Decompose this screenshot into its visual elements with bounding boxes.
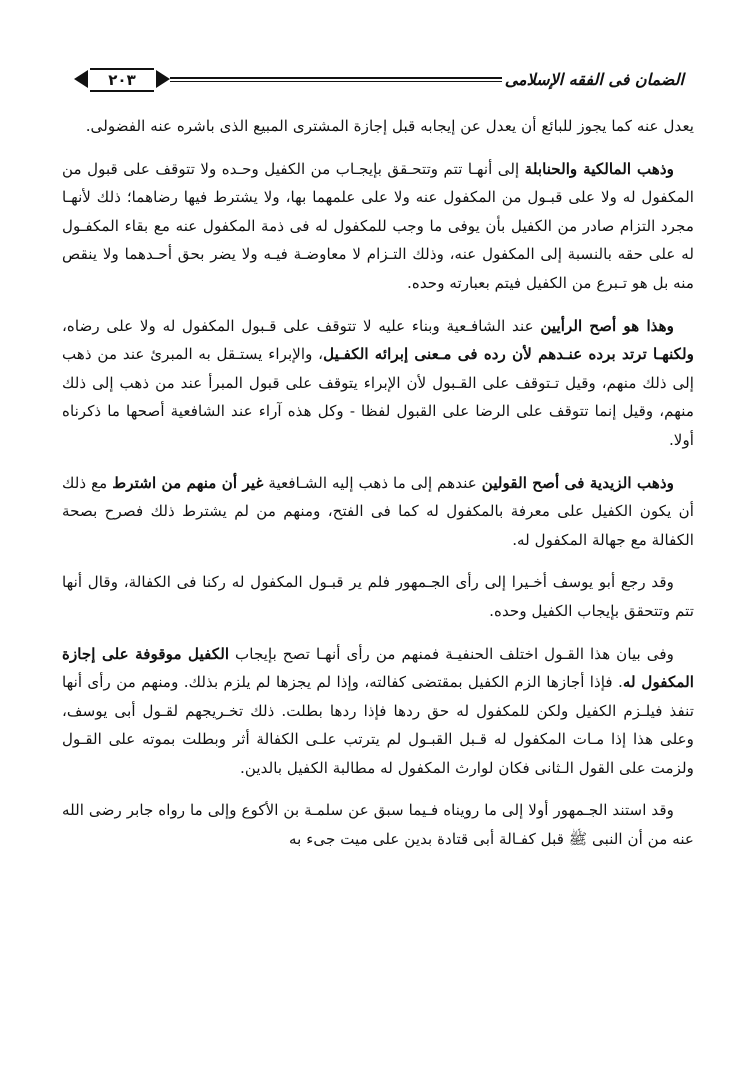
paragraph-abu-yusuf xyxy=(62,568,694,625)
header-rule xyxy=(170,77,502,82)
page-number-left-ornament xyxy=(74,70,88,88)
paragraph-hanafi xyxy=(62,640,694,783)
bold-run: الكفيل موقوفة على إجازة المكفول له xyxy=(62,644,694,692)
bold-run: وهذا هو أصح الرأيين xyxy=(540,316,674,335)
paragraph-zaydi xyxy=(62,469,694,555)
bold-run: غير أن منهم من اشترط xyxy=(112,473,264,492)
book-title: الضمان فى الفقه الإسلامى xyxy=(504,70,684,89)
text-run: عندهم إلى ما ذهب إليه الشـافعية xyxy=(263,473,482,492)
bold-run: ولكنهـا ترتد برده عنـدهم لأن رده فى مـعنى إبرائه الكفـيل xyxy=(323,345,694,364)
running-header xyxy=(74,68,684,96)
body-text xyxy=(62,112,694,868)
text-run: وقد استند الجـمهور أولا إلى ما رويناه فـيما سبق عن سلمـة بن الأكوع وإلى ما رواه جابر رضى الله عنه من أن النبى ﷺ قبل كفـالة أبى قتادة بدين على ميت جىء به xyxy=(62,801,694,849)
page-number-right-ornament xyxy=(156,70,170,88)
text-run: عند الشافـعية وبناء عليه لا تتوقف على قـبول المكفول له ولا على رضاه، xyxy=(62,316,541,335)
bold-run: وذهب الزيدية فى أصح القولين xyxy=(481,473,675,492)
paragraph-majority-evidence xyxy=(62,796,694,853)
paragraph-maliki-hanbali xyxy=(62,155,694,298)
text-run: . فإذا أجازها الزم الكفيل بمقتضى كفالته، وإذا لم يجزها لم يلزم بذلك. ومنهم من رأى أنها تنفذ فيلـزم الكفيل ولكن للمكفول له حق ردها فإذا ردها بطلت. ذلك تخـريجهم لقـول أبى يوسف، وعلى هذا إذا مـات المكفول له قـبل القبـول لم يترتب علـى الكفالة أثر وبطلت بموته على القـول ولزمت على القول الـثانى فكان لوارث المكفول له مطالبة الكفيل بالدين. xyxy=(62,673,694,777)
paragraph-shafii xyxy=(62,312,694,455)
page-number-frame xyxy=(74,68,170,90)
text-run: مع ذلك أن يكون الكفيل على معرفة بالمكفول له كما فى الفتح، ومنهم من لم يشترط ذلك فصرح بصحة الكفالة مع جهالة المكفول له. xyxy=(62,473,694,549)
page-number: ٢٠٣ xyxy=(90,68,154,92)
text-run: وقد رجع أبو يوسف أخـيرا إلى رأى الجـمهور فلم ير قبـول المكفول له ركنا فى الكفالة، وقال أنها تتم وتتحقق بإيجاب الكفيل وحده. xyxy=(62,573,694,620)
text-run: وفى بيان هذا القـول اختلف الحنفيـة فمنهم من رأى أنهـا تصح بإيجاب xyxy=(229,644,674,663)
text-run: إلى أنهـا تتم وتتحـقق بإيجـاب من الكفيل وحـده ولا تتوقف على قبول من المكفول له ولا على قبـول من المكفول عنه ولا على علمهما بها، ولا يشترط فيها رضاهما؛ ذلك لأنهـا مجرد التزام صادر من الكفيل بأن يوفى ما وجب للمكفول له فى ذمة المكفول عنه مع بقاء المكفـول له على حقه بالنسبة إلى المكفول عنه، وذلك التـزام لا معاوضـة فيـه ولا يضر بحق أحـدهما ولا ينقص منه بل هو تـبرع من الكفيل فيتم بعبارته وحده. xyxy=(62,159,694,292)
text-run: ، والإبراء يستـقل به المبرئ عند من ذهب إلى ذلك منهم، وقيل تـتوقف على القـبول لأن الإبراء يتوقف على قبول المبرأ عند من ذهب إلى ذلك منهم، وقيل إنما تتوقف على الرضا على القبول لفظا - وكل هذه آراء عند الشافعية أصحها ما ذكرناه أولا. xyxy=(62,345,694,449)
bold-run: وذهب المالكية والحنابلة xyxy=(524,159,674,178)
paragraph-continuation xyxy=(62,112,694,141)
text-run: يعدل عنه كما يجوز للبائع أن يعدل عن إيجابه قبل إجازة المشترى المبيع الذى باشره عنه الفضولى. xyxy=(85,117,694,135)
